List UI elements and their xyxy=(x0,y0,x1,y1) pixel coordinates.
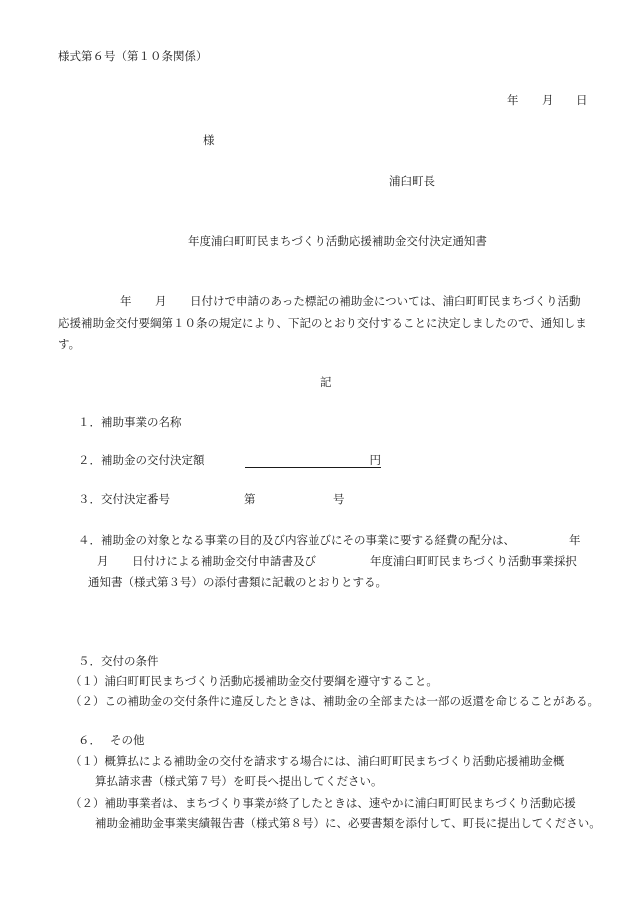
item1-label: 補助事業の名称 xyxy=(101,415,182,429)
item6-other1-line1: （１）概算払による補助金の交付を請求する場合には、浦臼町町民まちづくり活動応援補助金概 xyxy=(70,754,565,768)
item2-label: 補助金の交付決定額 xyxy=(101,453,205,467)
intro-line1: 日付けで申請のあった標記の補助金については、浦臼町町民まちづくり活動 xyxy=(190,294,581,308)
item4-number: ４． xyxy=(78,533,101,547)
ki-heading: 記 xyxy=(320,375,332,389)
item6-other2-line1: （２）補助事業者は、まちづくり事業が終了したときは、速やかに浦臼町町民まちづくり活動応援 xyxy=(70,796,576,810)
item4-year: 年 xyxy=(569,533,581,547)
recipient-suffix: 様 xyxy=(203,133,215,147)
item4-month: 月 xyxy=(97,554,109,568)
date-month: 月 xyxy=(542,93,554,107)
item4-line3: 通知書（様式第３号）の添付書類に記載のとおりとする。 xyxy=(88,575,387,589)
item5-condition1: （１）浦臼町町民まちづくり活動応援補助金交付要綱を遵守すること。 xyxy=(70,674,438,688)
item6-label: その他 xyxy=(110,733,145,747)
document-title: 年度浦臼町町民まちづくり活動応援補助金交付決定通知書 xyxy=(188,234,487,248)
issuer-name: 浦臼町長 xyxy=(389,174,435,188)
item2-number: ２． xyxy=(78,453,101,467)
intro-month: 月 xyxy=(155,294,167,308)
amount-unit: 円 xyxy=(369,453,381,467)
date-year: 年 xyxy=(507,93,519,107)
intro-year: 年 xyxy=(120,294,132,308)
item4-line2-mid: 日付けによる補助金交付申請書及び xyxy=(132,554,316,568)
item1-number: １． xyxy=(78,415,101,429)
item5-label: 交付の条件 xyxy=(101,654,159,668)
form-label: 様式第６号（第１０条関係） xyxy=(58,49,208,63)
item6-number: ６． xyxy=(78,733,101,747)
item4-line1: 補助金の対象となる事業の目的及び内容並びにその事業に要する経費の配分は、 xyxy=(101,533,515,547)
item5-number: ５． xyxy=(78,654,101,668)
item3-number: ３． xyxy=(78,492,101,506)
item3-label: 交付決定番号 xyxy=(101,492,170,506)
item3-go: 号 xyxy=(333,492,345,506)
item6-other1-line2: 算払請求書（様式第７号）を町長へ提出してください。 xyxy=(95,774,383,788)
item3-dai: 第 xyxy=(244,492,256,506)
intro-line3: す。 xyxy=(58,337,81,351)
item4-line2-end: 年度浦臼町町民まちづくり活動事業採択 xyxy=(370,554,577,568)
intro-line2: 応援補助金交付要綱第１０条の規定により、下記のとおり交付することに決定しましたので、通知しま xyxy=(58,316,587,330)
item5-condition2: （２）この補助金の交付条件に違反したときは、補助金の全部または一部の返還を命じることがある。 xyxy=(70,694,599,708)
date-day: 日 xyxy=(576,93,588,107)
item6-other2-line2: 補助金補助金事業実績報告書（様式第８号）に、必要書類を添付して、町長に提出してください。 xyxy=(95,816,601,830)
amount-field xyxy=(245,455,381,468)
